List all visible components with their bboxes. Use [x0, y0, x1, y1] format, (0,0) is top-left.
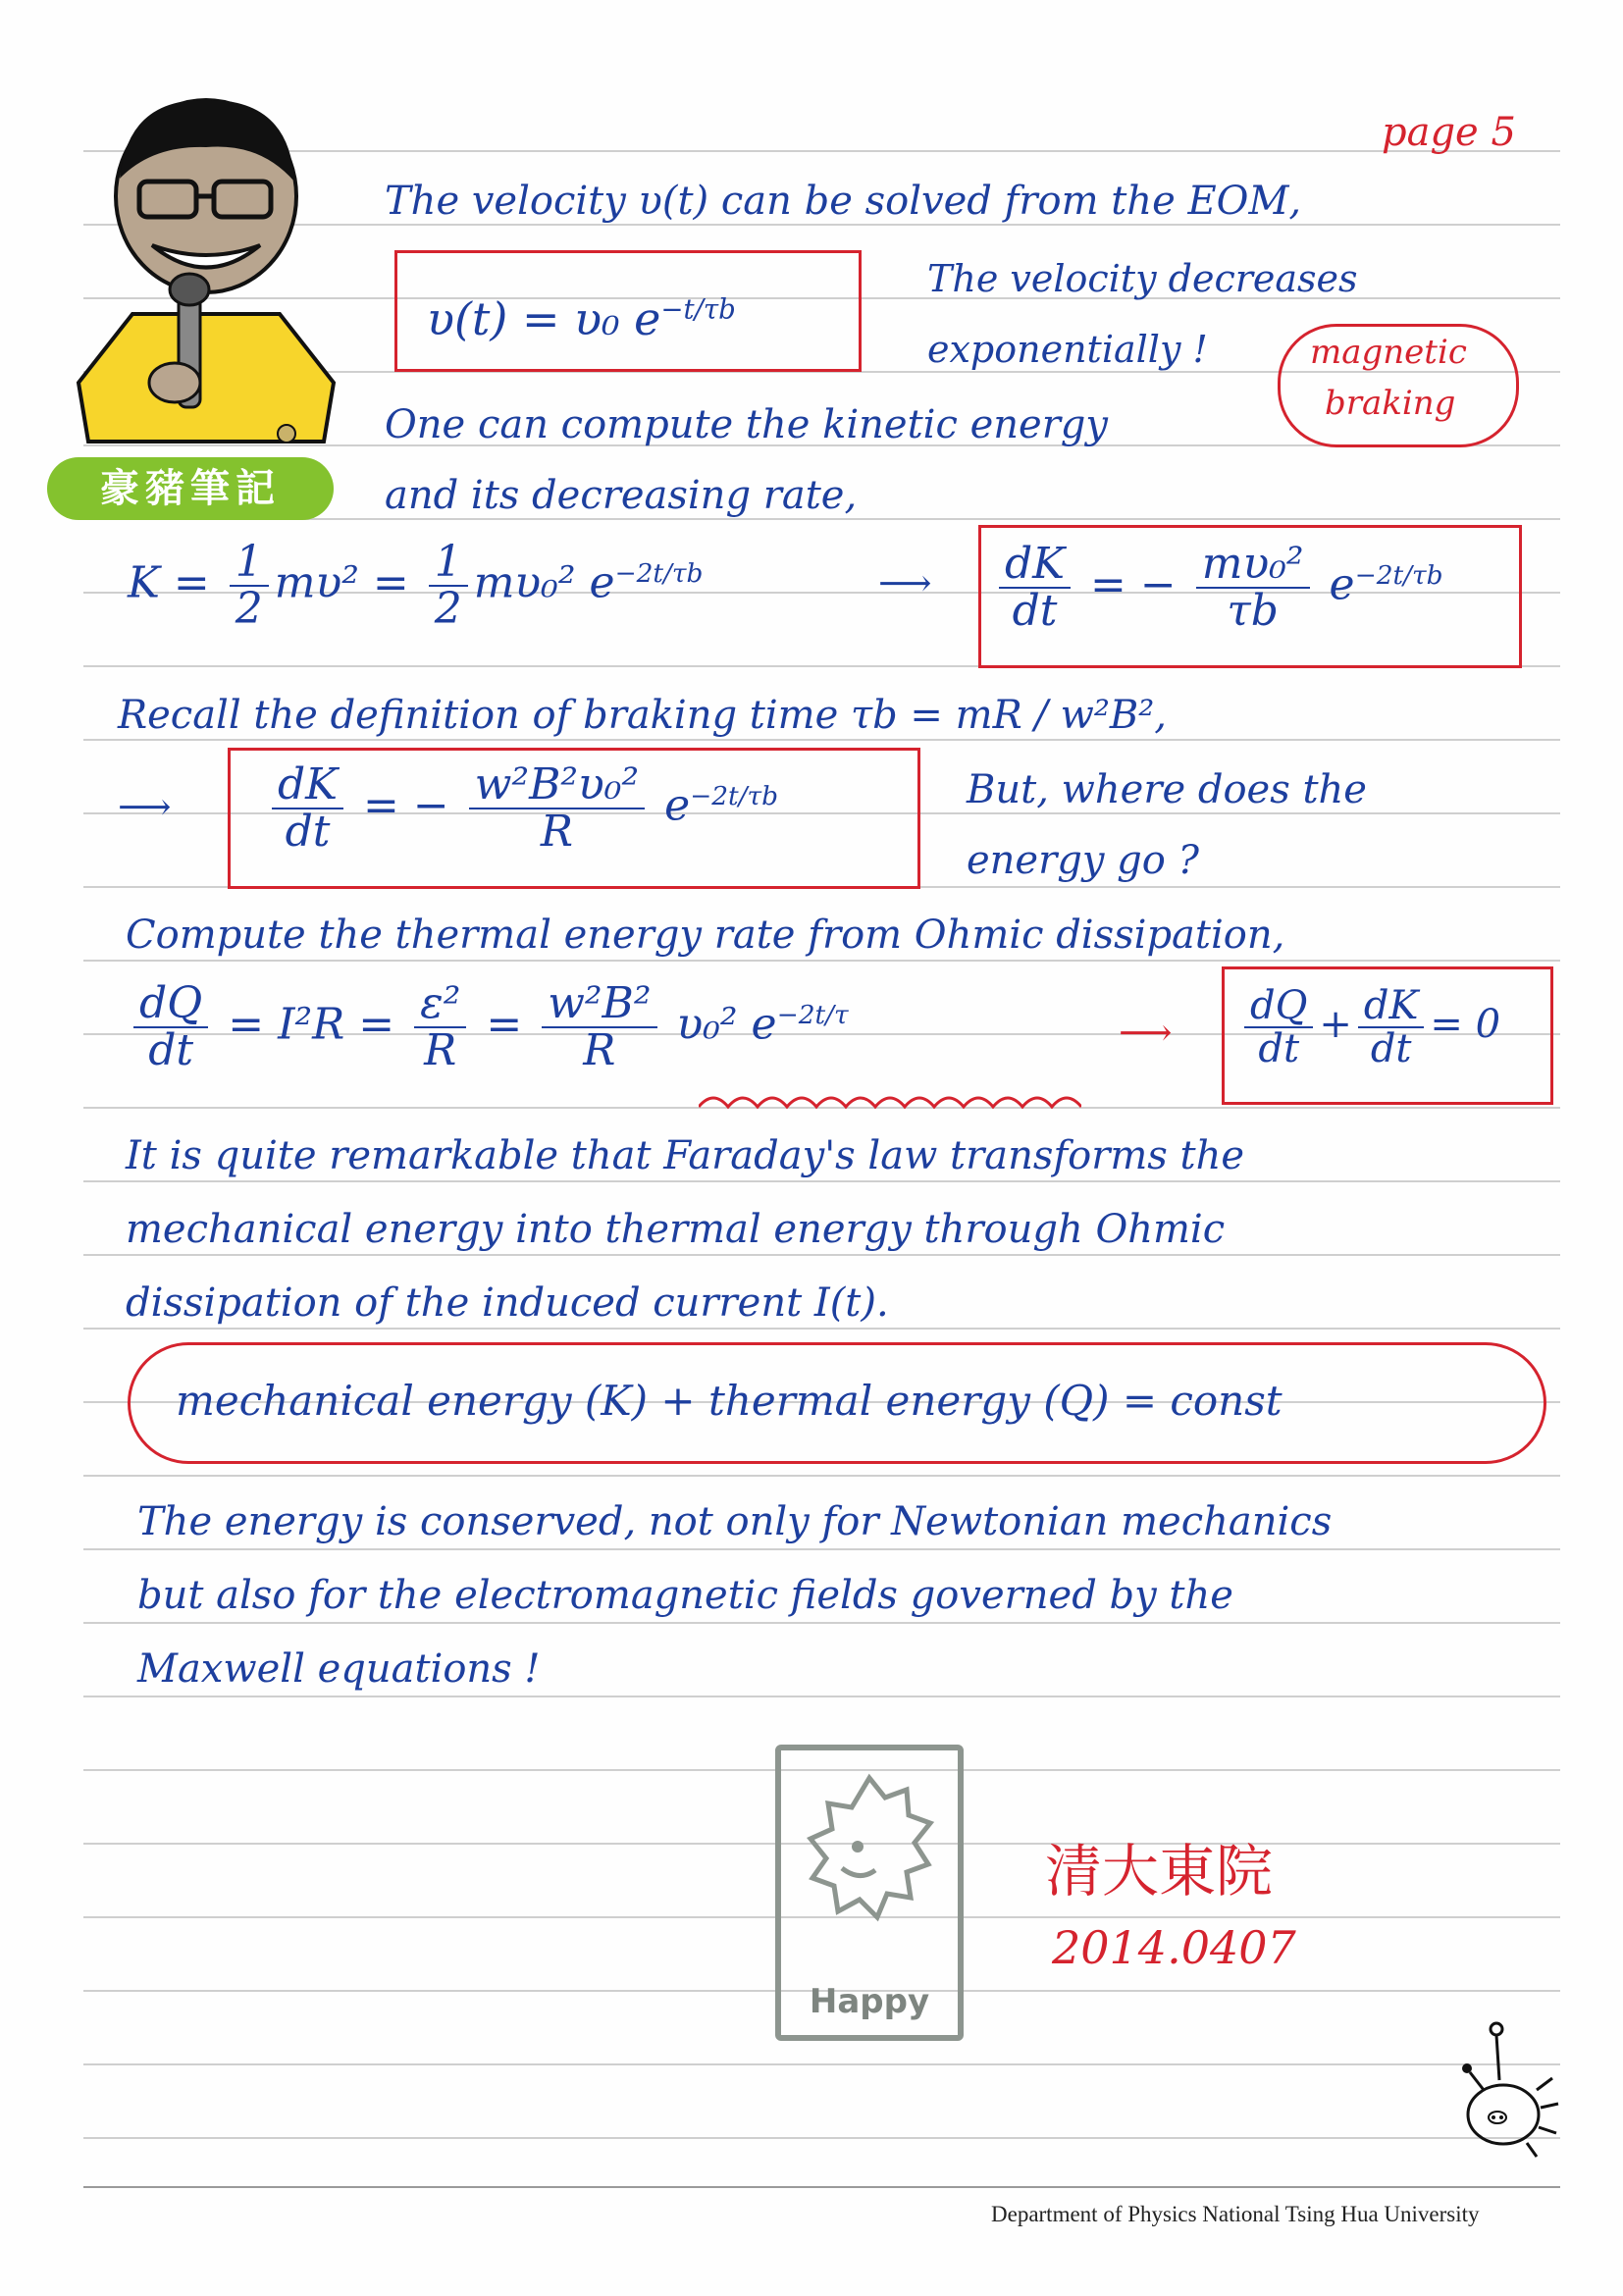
closing-line-2: but also for the electromagnetic fields governed by the	[137, 1573, 1233, 1618]
signature-date: 2014.0407	[1052, 1921, 1296, 1974]
dkdt-equals: = −	[1090, 559, 1177, 610]
footer-rule	[83, 2186, 1560, 2188]
remark-line-1: It is quite remarkable that Faraday's law transforms the	[126, 1133, 1245, 1178]
ruled-line	[83, 2137, 1560, 2139]
magnetic-braking-cloud	[1278, 324, 1519, 447]
closing-line-1: The energy is conserved, not only for Newtonian mechanics	[137, 1499, 1333, 1544]
velocity-comment-2: exponentially !	[927, 328, 1208, 371]
velocity-eq-exponent: −t/τb	[660, 292, 736, 326]
magnetic-braking-label-2: braking	[1325, 384, 1456, 423]
velocity-equation-box	[394, 250, 862, 372]
question-1: But, where does the	[967, 767, 1367, 812]
ruled-line	[83, 2063, 1560, 2065]
ruled-line	[83, 739, 1560, 741]
k-lhs: K =	[128, 557, 210, 608]
notes-badge: 豪豬筆記	[47, 457, 334, 520]
energy-balance-box: $\frac{dQ}{dt}$ + $\frac{dK}{dt}$ = 0	[1222, 966, 1553, 1105]
closing-line-3: Maxwell equations !	[137, 1646, 541, 1692]
ruled-line	[83, 1622, 1560, 1624]
page-label: page 5	[1382, 110, 1516, 155]
velocity-eq-lhs: υ(t) = υ₀ e	[427, 292, 661, 345]
ruled-line	[83, 1548, 1560, 1550]
conservation-cloud	[128, 1342, 1546, 1464]
thermal-energy-equation: $\frac{dQ}{dt}$ = I²R = $\frac{\text{ε²}}{R}$ = $\frac{\text{w²B²}}{R}$ υ₀² $e^{-2t/\tau}$	[128, 981, 849, 1073]
velocity-comment-1: The velocity decreases	[927, 257, 1358, 300]
magnetic-braking-label-1: magnetic	[1310, 333, 1467, 372]
footer-department: Department of Physics National Tsing Hua University	[991, 2202, 1480, 2226]
arrow-right-icon: ⟶	[118, 785, 172, 828]
red-underline-wave	[699, 1087, 1081, 1111]
k-mid-1: mυ² =	[274, 557, 409, 608]
conservation-statement: mechanical energy (K) + thermal energy (Q) = const	[176, 1377, 1283, 1425]
remark-line-2: mechanical energy into thermal energy through Ohmic	[126, 1207, 1226, 1252]
stamp-label: Happy	[809, 1982, 930, 2021]
velocity-intro: The velocity υ(t) can be solved from the EOM,	[385, 179, 1302, 224]
arrow-right-icon: ⟶	[878, 561, 932, 604]
k-exponent: −2t/τb	[614, 558, 704, 590]
remark-line-3: dissipation of the induced current I(t).	[126, 1280, 889, 1326]
recall-braking-time: Recall the definition of braking time τb = mR / w²B²,	[118, 693, 1168, 738]
thermal-intro: Compute the thermal energy rate from Ohmic dissipation,	[126, 913, 1285, 958]
porcupine-doodle-icon	[1442, 2021, 1560, 2159]
k-mid-2: mυ₀² e	[473, 557, 615, 608]
dk-braking-equation-box: $\frac{dK}{dt}$ = − $\frac{\text{w²B²υ₀²}}{R}$ $e^{-2t/\tau b}$	[228, 748, 920, 889]
ruled-line	[83, 1328, 1560, 1330]
arrow-right-icon: ⟶	[1119, 1011, 1173, 1054]
kinetic-energy-equation: K = $\frac{1}{2}$ mυ² = $\frac{1}{2}$ mυ₀² $e^{-2t/\tau b}$	[128, 537, 704, 635]
lion-stamp-icon	[799, 1768, 940, 1955]
dkdt-equation-box: $\frac{dK}{dt}$ = − $\frac{\text{mυ₀²}}{\tau b}$ $e^{-2t/\tau b}$	[978, 525, 1522, 668]
question-2: energy go ?	[967, 838, 1199, 883]
kinetic-intro-2: and its decreasing rate,	[385, 473, 858, 518]
ruled-line	[83, 1696, 1560, 1697]
ruled-line	[83, 1475, 1560, 1477]
signature-name: 清大東院	[1045, 1838, 1274, 1905]
cartoon-host-illustration	[59, 88, 353, 451]
happy-stamp	[775, 1745, 964, 2041]
ruled-line	[83, 1254, 1560, 1256]
ruled-line	[83, 960, 1560, 962]
ruled-line	[83, 1180, 1560, 1182]
kinetic-intro-1: One can compute the kinetic energy	[385, 402, 1109, 447]
